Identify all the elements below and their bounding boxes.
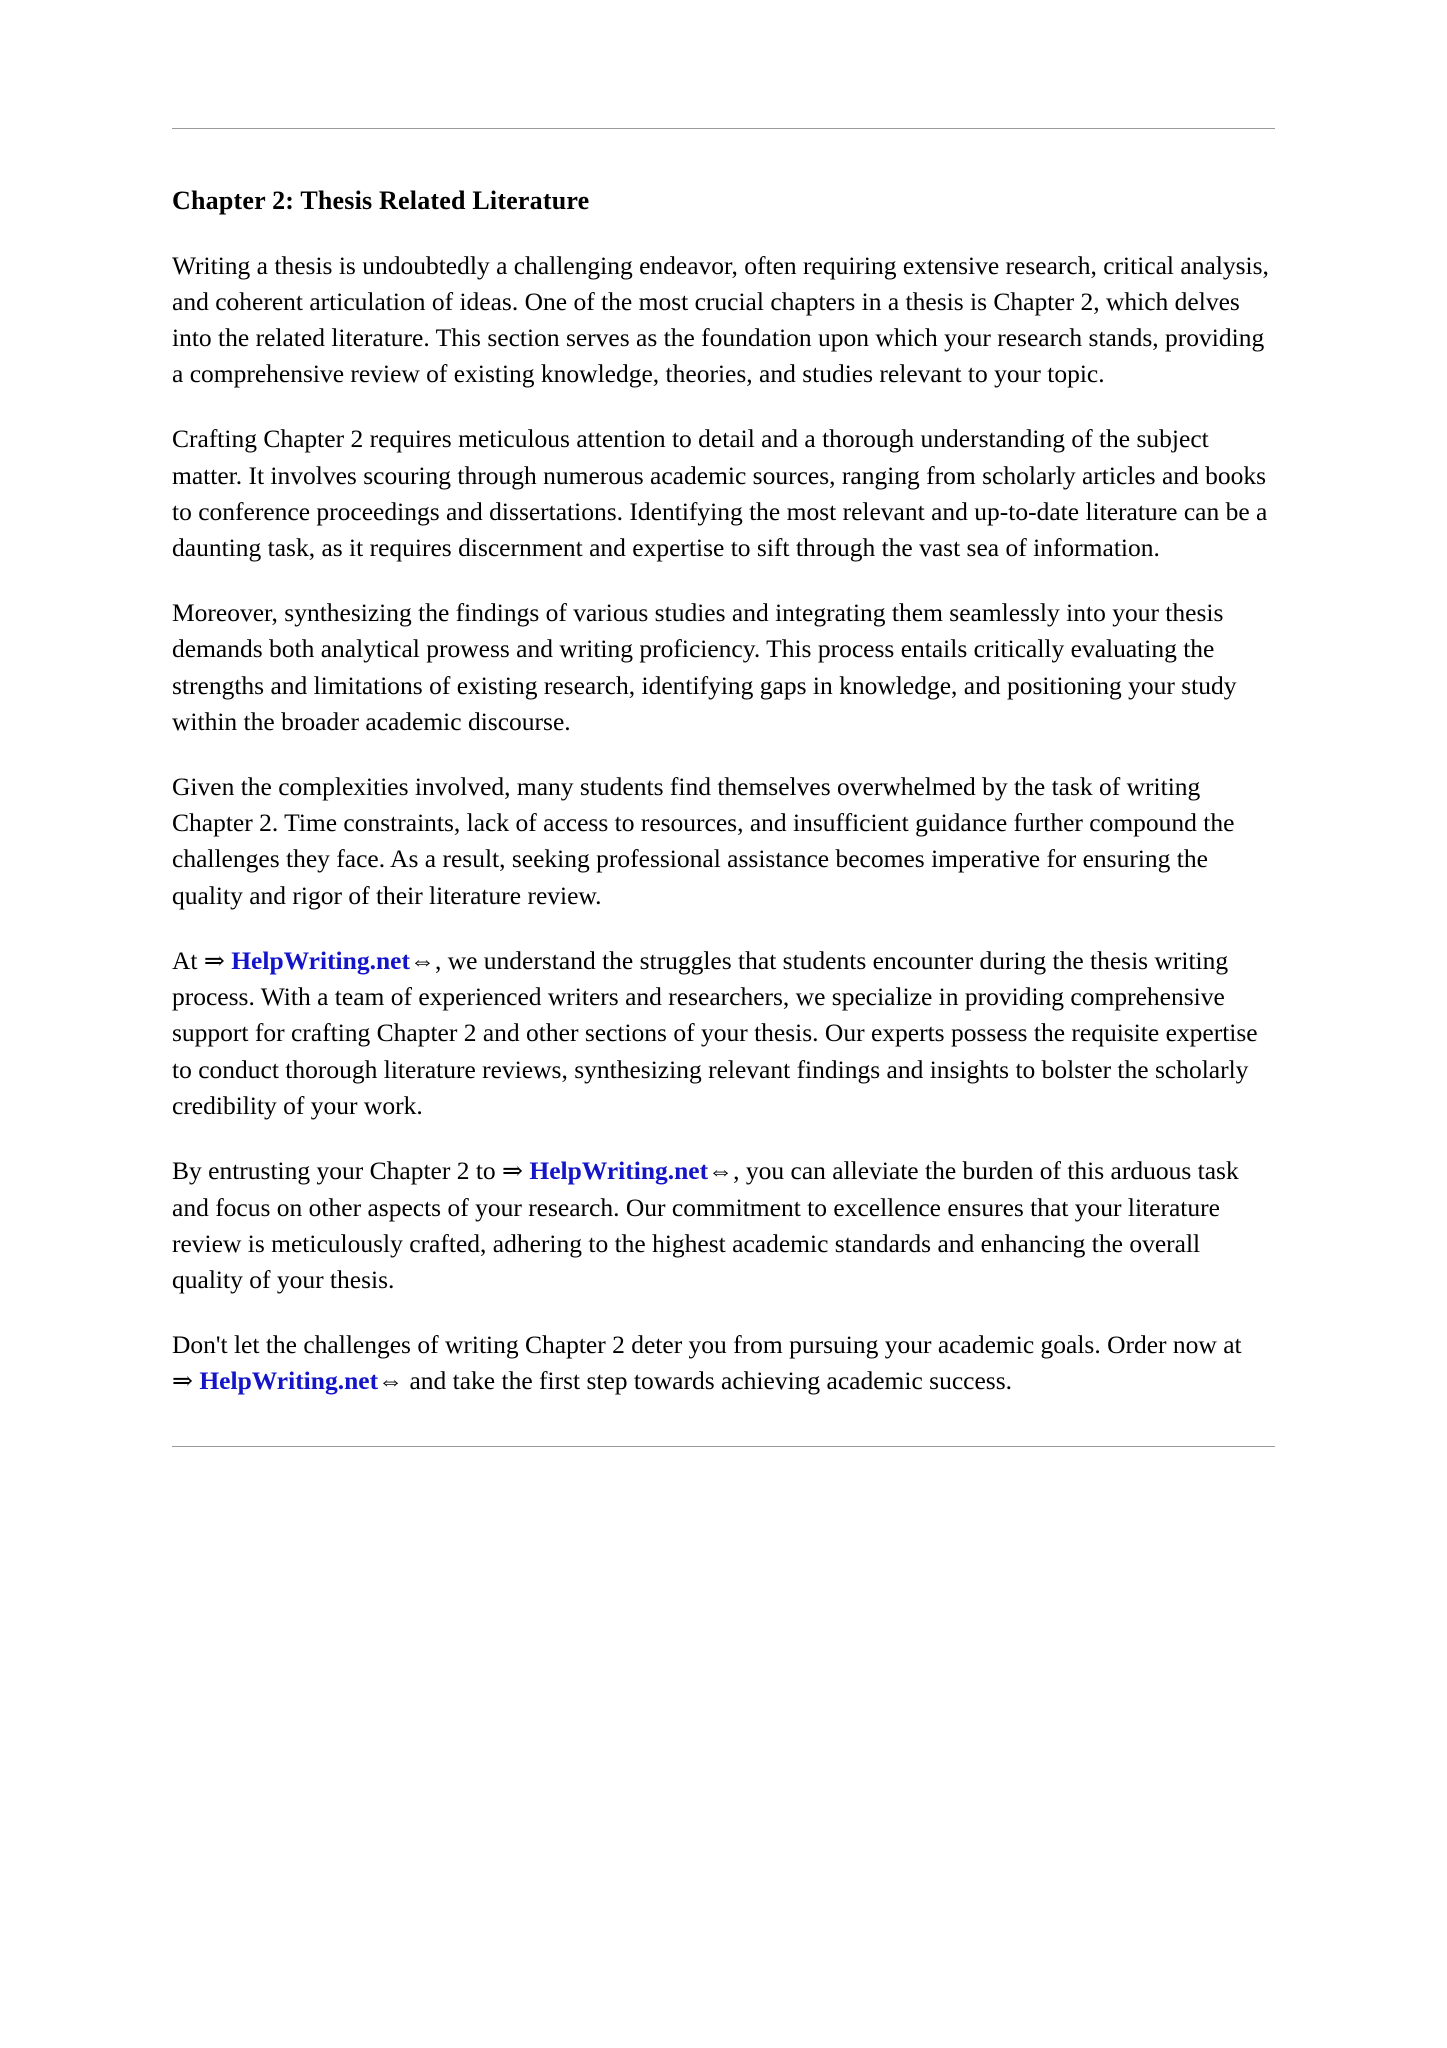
paragraph-5-lead: At: [172, 945, 204, 975]
paragraph-6-tail: , you can alleviate the burden of this arduous task and focus on other aspects of your research. Our commitment to excellence ensures that your literature review is meticulously crafted, adhering to the highest academic standards and enhancing the overall quality of your thesis.: [172, 1156, 1239, 1294]
paragraph-4: Given the complexities involved, many students find themselves overwhelmed by the task of writing Chapter 2. Time constraints, lack of access to resources, and insufficient guidance further compound the challenges they face. As a result, seeking professional assistance becomes imperative for ensuring the quality and rigor of their literature review.: [172, 771, 1235, 910]
arrow-right-icon: ⇒: [172, 1368, 193, 1396]
page-title: [172, 185, 1275, 218]
page-title-text: Chapter 2: Thesis Related Literature: [172, 186, 590, 215]
paragraph-7-tail: and take the first step towards achieving academic success.: [403, 1366, 1013, 1396]
arrow-right-icon: ⇒: [203, 947, 225, 975]
arrow-right-icon: ⇒: [502, 1158, 523, 1186]
paragraph-5: [172, 943, 1275, 1124]
paragraph-7: [172, 1327, 1275, 1400]
paragraph-6: [172, 1153, 1275, 1298]
arrow-left-right-icon: ⇔: [708, 1158, 734, 1186]
helpwriting-link[interactable]: HelpWriting.net: [199, 1366, 379, 1396]
top-divider: [172, 128, 1275, 129]
arrow-left-right-icon: ⇔: [378, 1368, 404, 1396]
bottom-divider: [172, 1446, 1275, 1447]
paragraph-3: Moreover, synthesizing the findings of various studies and integrating them seamlessly into your thesis demands both analytical prowess and writing proficiency. This process entails critically evaluating the strengths and limitations of existing research, identifying gaps in knowledge, and positioning your study within the broader academic discourse.: [172, 598, 1237, 736]
paragraph-7-lead: Don't let the challenges of writing Chapter 2 deter you from pursuing your academic goals. Order now at: [172, 1330, 1242, 1360]
paragraph-1: Writing a thesis is undoubtedly a challenging endeavor, often requiring extensive research, critical analysis, and coherent articulation of ideas. One of the most crucial chapters in a thesis is Chapter 2, which delves into the related literature. This section serves as the foundation upon which your research stands, providing a comprehensive review of existing knowledge, theories, and studies relevant to your topic.: [172, 250, 1269, 389]
helpwriting-link[interactable]: HelpWriting.net: [529, 1156, 709, 1186]
paragraph-2: Crafting Chapter 2 requires meticulous attention to detail and a thorough understanding of the subject matter. It involves scouring through numerous academic sources, ranging from scholarly articles and books to conference proceedings and dissertations. Identifying the most relevant and up-to-date literature can be a daunting task, as it requires discernment and expertise to sift through the vast sea of information.: [172, 424, 1268, 562]
paragraph-6-lead: By entrusting your Chapter 2 to: [172, 1156, 503, 1186]
helpwriting-link[interactable]: HelpWriting.net: [231, 945, 410, 975]
paragraph-5-tail: , we understand the struggles that students encounter during the thesis writing process. With a team of experienced writers and researchers, we specialize in providing comprehensive support for crafting Chapter 2 and other sections of your thesis. Our experts possess the requisite expertise to conduct thorough literature reviews, synthesizing relevant findings and insights to bolster the scholarly credibility of your work.: [172, 945, 1258, 1120]
document-body: [172, 128, 1275, 1447]
arrow-left-right-icon: ⇔: [409, 947, 435, 975]
